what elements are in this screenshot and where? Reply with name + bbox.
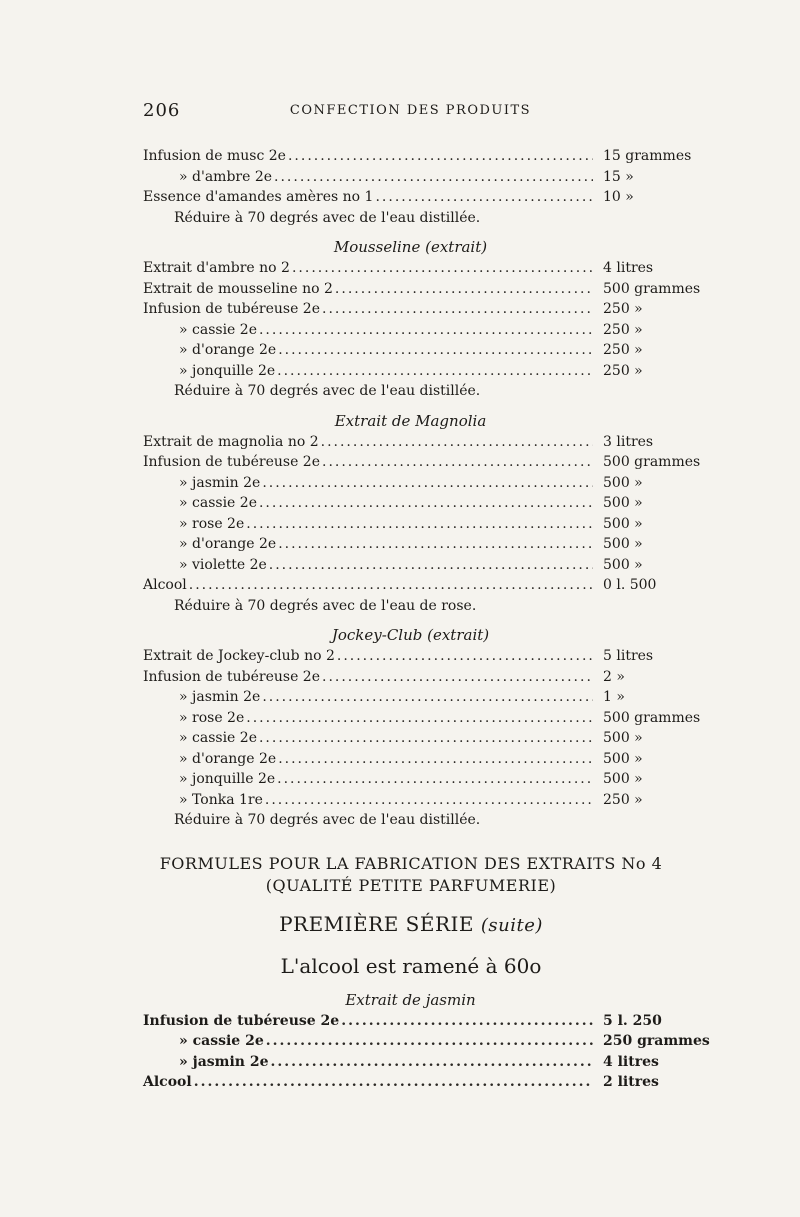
- ingredient-quantity: 4 litres: [603, 260, 654, 276]
- dot-leader: [277, 769, 593, 789]
- ingredient-row: [143, 667, 703, 688]
- ingredient-row: [143, 299, 703, 320]
- ingredient-quantity: 10 »: [603, 189, 634, 205]
- ingredient-row: [143, 555, 703, 576]
- ingredient-name: Extrait de Jockey-club no 2: [143, 648, 335, 664]
- formules-heading: [121, 853, 701, 979]
- ingredient-row: [143, 708, 703, 729]
- ingredient-row: [143, 320, 703, 341]
- dot-leader: [322, 452, 593, 472]
- dot-leader: [375, 187, 593, 207]
- ingredient-quantity: 3 litres: [603, 433, 654, 450]
- ingredient-row: [143, 790, 703, 811]
- ingredient-quantity: 500 grammes: [603, 709, 701, 726]
- ingredient-name: » cassie 2e: [179, 321, 257, 338]
- ingredient-row: [143, 187, 703, 208]
- formules-title-line2: (QUALITÉ PETITE PARFUMERIE): [265, 875, 557, 895]
- ingredient-row: [143, 361, 703, 382]
- ingredient-row: [143, 514, 703, 535]
- ingredient-name: » jasmin 2e: [179, 474, 261, 491]
- ingredient-name: » d'orange 2e: [179, 536, 277, 552]
- ingredient-name: Alcool: [143, 577, 187, 593]
- dot-leader: [269, 555, 593, 575]
- dot-leader: [278, 340, 593, 360]
- ingredient-name: » d'ambre 2e: [179, 168, 273, 185]
- ingredient-quantity: 0 l. 500: [603, 577, 657, 593]
- ingredient-quantity: 15 grammes: [603, 148, 692, 164]
- ingredient-name: Extrait de mousseline no 2: [143, 280, 333, 297]
- dot-leader: [321, 432, 593, 452]
- ingredient-quantity: 5 litres: [603, 648, 654, 664]
- dot-leader: [262, 687, 593, 707]
- recipe-note: Réduire à 70 degrés avec de l'eau de rose.: [174, 597, 477, 614]
- serie-label: PREMIÈRE SÉRIE: [279, 911, 475, 936]
- section-jasmin: [143, 989, 710, 1093]
- ingredient-row: [143, 728, 703, 749]
- ingredient-quantity: 250 »: [603, 791, 643, 808]
- dot-leader: [335, 279, 593, 299]
- ingredient-quantity: 4 litres: [603, 1053, 659, 1070]
- ingredient-row: [143, 646, 703, 667]
- ingredient-name: Extrait de magnolia no 2: [143, 433, 319, 450]
- ingredient-name: » jasmin 2e: [179, 689, 261, 705]
- alcool-title: L'alcool est ramené à 60o: [280, 953, 542, 978]
- ingredient-row: [143, 749, 703, 770]
- ingredient-name: Infusion de musc 2e: [143, 148, 286, 164]
- section-mousseline: [143, 236, 703, 402]
- ingredient-quantity: 500 »: [603, 750, 643, 767]
- running-title: CONFECTION DES PRODUITS: [289, 103, 532, 118]
- ingredient-quantity: 15 »: [603, 168, 634, 185]
- ingredient-name: » d'orange 2e: [179, 342, 277, 358]
- ingredient-name: » rose 2e: [179, 515, 245, 532]
- ingredient-row: [143, 493, 703, 514]
- ingredient-row: [143, 769, 703, 790]
- recipe-title: Extrait de jasmin: [345, 990, 476, 1009]
- recipe-title: Jockey-Club (extrait): [331, 626, 490, 644]
- recipe-note: Réduire à 70 degrés avec de l'eau distillée.: [174, 812, 481, 828]
- ingredient-row: [143, 452, 703, 473]
- dot-leader: [341, 1011, 593, 1031]
- ingredient-quantity: 500 grammes: [603, 454, 701, 470]
- page-content: [143, 146, 710, 1093]
- ingredient-quantity: 1 »: [603, 689, 625, 705]
- ingredient-quantity: 500 »: [603, 536, 643, 552]
- recipe-title: Extrait de Magnolia: [334, 411, 487, 430]
- dot-leader: [274, 167, 593, 187]
- ingredient-name: » jonquille 2e: [179, 362, 276, 379]
- dot-leader: [278, 534, 593, 554]
- recipe-title: Mousseline (extrait): [333, 238, 488, 256]
- ingredient-quantity: 250 »: [603, 362, 643, 379]
- ingredient-row: [143, 1011, 703, 1032]
- dot-leader: [322, 667, 593, 687]
- ingredient-name: » rose 2e: [179, 709, 245, 726]
- ingredient-quantity: 500 »: [603, 556, 643, 573]
- ingredient-name: Infusion de tubéreuse 2e: [143, 301, 320, 317]
- page-header: [143, 100, 678, 124]
- section-jockey-club: [143, 624, 703, 831]
- ingredient-row: [143, 687, 703, 708]
- ingredient-name: » jasmin 2e: [179, 1053, 269, 1070]
- ingredient-quantity: 250 grammes: [603, 1033, 710, 1049]
- dot-leader: [265, 790, 593, 810]
- ingredient-name: » Tonka 1re: [179, 791, 263, 808]
- ingredient-row: [143, 575, 703, 596]
- recipe-note: Réduire à 70 degrés avec de l'eau distillée.: [174, 209, 481, 226]
- ingredient-name: » cassie 2e: [179, 730, 257, 746]
- dot-leader: [259, 493, 593, 513]
- ingredient-row: [143, 534, 703, 555]
- serie-suite: (suite): [480, 914, 543, 936]
- ingredient-row: [143, 340, 703, 361]
- ingredient-row: [143, 1052, 703, 1073]
- ingredient-quantity: 500 »: [603, 771, 643, 787]
- ingredient-row: [143, 1031, 710, 1052]
- ingredient-name: Infusion de tubéreuse 2e: [143, 454, 320, 470]
- ingredient-quantity: 250 »: [603, 342, 643, 358]
- formules-title-line1: FORMULES POUR LA FABRICATION DES EXTRAITS No 4: [159, 853, 663, 873]
- ingredient-quantity: 500 »: [603, 730, 643, 746]
- ingredient-name: Extrait d'ambre no 2: [143, 260, 290, 276]
- ingredient-name: » d'orange 2e: [179, 750, 277, 767]
- ingredient-row: [143, 258, 703, 279]
- ingredient-name: » cassie 2e: [179, 1033, 264, 1049]
- dot-leader: [292, 258, 593, 278]
- ingredient-row: [143, 432, 703, 453]
- ingredient-quantity: 500 »: [603, 515, 643, 532]
- ingredient-row: [143, 146, 703, 167]
- ingredient-row: [143, 167, 703, 188]
- dot-leader: [262, 473, 593, 493]
- dot-leader: [277, 361, 593, 381]
- recipe-note: Réduire à 70 degrés avec de l'eau distillée.: [174, 383, 481, 399]
- dot-leader: [278, 749, 593, 769]
- dot-leader: [246, 708, 593, 728]
- ingredient-name: » cassie 2e: [179, 495, 257, 511]
- ingredient-name: Essence d'amandes amères no 1: [143, 189, 374, 205]
- ingredient-quantity: 2 litres: [603, 1074, 659, 1090]
- dot-leader: [189, 575, 593, 595]
- dot-leader: [337, 646, 593, 666]
- dot-leader: [194, 1072, 593, 1092]
- serie-title: [121, 911, 701, 939]
- ingredient-quantity: 500 grammes: [603, 280, 701, 297]
- dot-leader: [259, 320, 593, 340]
- dot-leader: [259, 728, 593, 748]
- ingredient-row: [143, 279, 703, 300]
- page-number: 206: [143, 100, 181, 121]
- ingredient-name: Alcool: [143, 1074, 192, 1090]
- dot-leader: [266, 1031, 593, 1051]
- ingredient-quantity: 500 »: [603, 474, 643, 491]
- ingredient-quantity: 250 »: [603, 301, 643, 317]
- dot-leader: [288, 146, 593, 166]
- dot-leader: [246, 514, 593, 534]
- ingredient-name: Infusion de tubéreuse 2e: [143, 668, 320, 685]
- ingredient-quantity: 2 »: [603, 668, 625, 685]
- ingredient-name: » violette 2e: [179, 556, 267, 573]
- ingredient-quantity: 5 l. 250: [603, 1012, 662, 1029]
- ingredient-row: [143, 1072, 703, 1093]
- ingredient-name: » jonquille 2e: [179, 771, 276, 787]
- section-magnolia: [143, 410, 703, 617]
- ingredient-quantity: 250 »: [603, 321, 643, 338]
- dot-leader: [322, 299, 593, 319]
- ingredient-row: [143, 473, 703, 494]
- ingredient-name: Infusion de tubéreuse 2e: [143, 1012, 340, 1029]
- ingredient-quantity: 500 »: [603, 495, 643, 511]
- dot-leader: [270, 1052, 593, 1072]
- section-continued: [143, 146, 703, 228]
